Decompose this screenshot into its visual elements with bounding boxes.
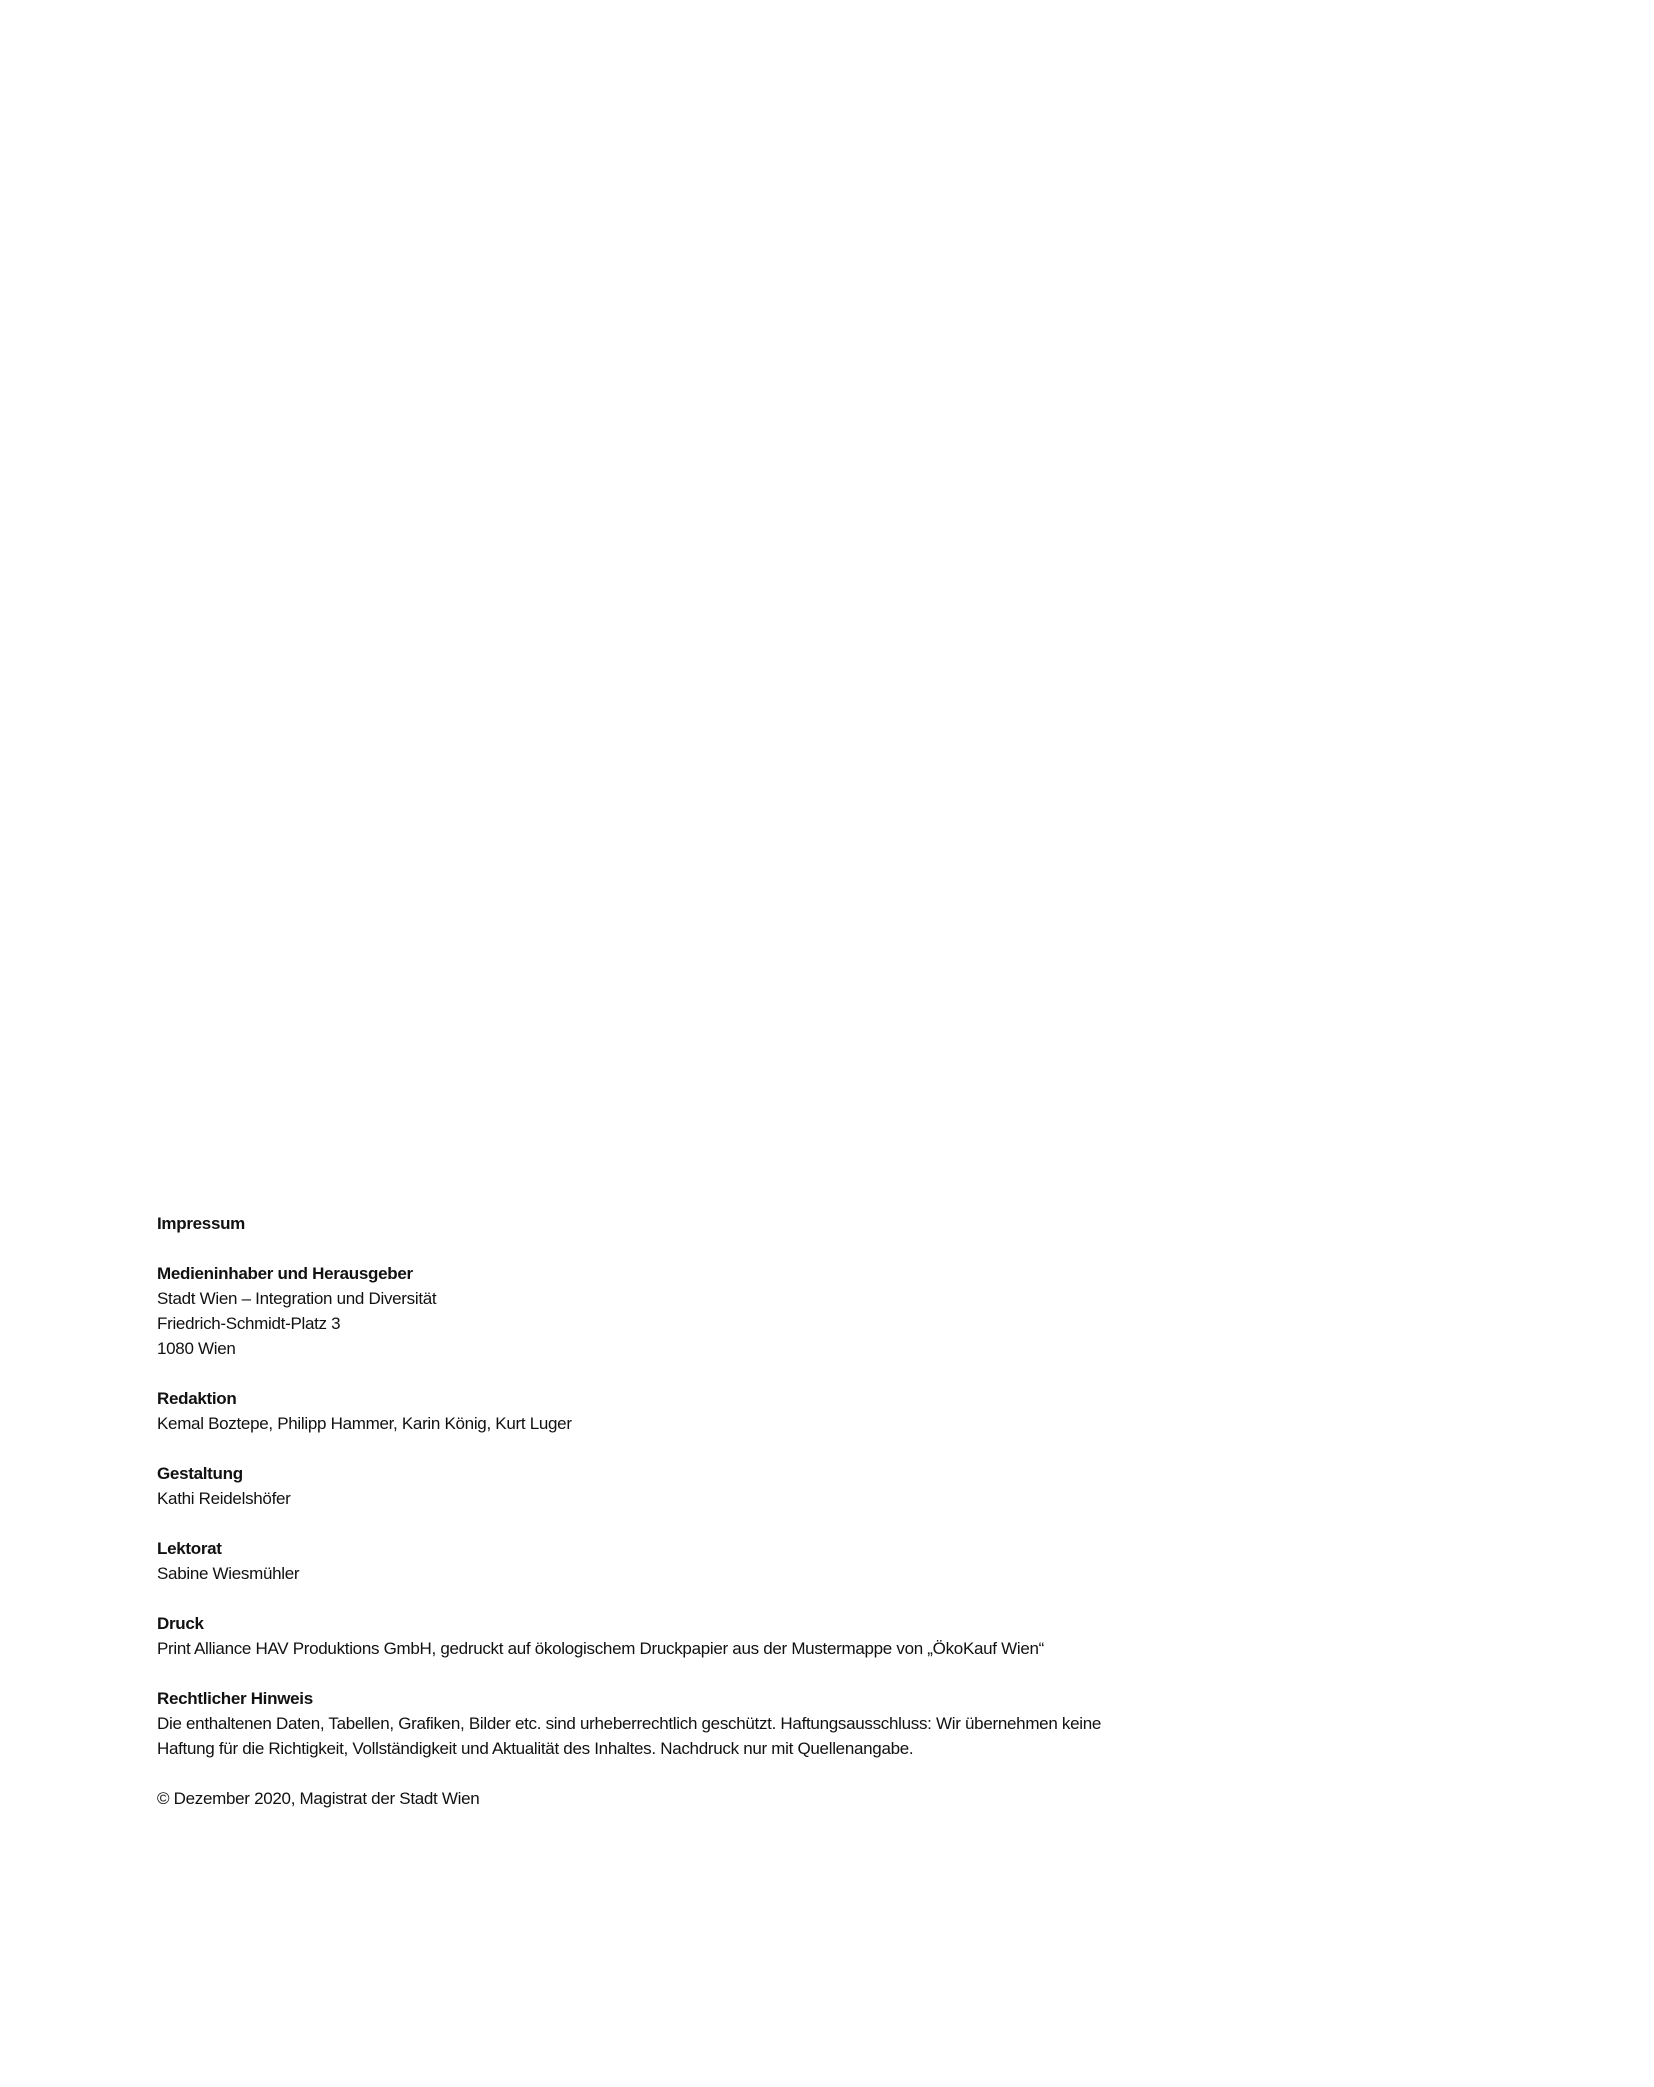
publisher-street: Friedrich-Schmidt-Platz 3: [157, 1314, 341, 1333]
design-text: Kathi Reidelshöfer: [157, 1489, 291, 1508]
proofreading-section: [157, 1536, 1157, 1586]
editing-heading: Redaktion: [157, 1389, 237, 1408]
legal-heading: Rechtlicher Hinweis: [157, 1689, 313, 1708]
design-heading: Gestaltung: [157, 1464, 243, 1483]
publisher-name: Stadt Wien – Integration und Diversität: [157, 1289, 437, 1308]
editing-text: Kemal Boztepe, Philipp Hammer, Karin König, Kurt Luger: [157, 1414, 572, 1433]
publisher-heading: Medieninhaber und Herausgeber: [157, 1264, 413, 1283]
proofreading-heading: Lektorat: [157, 1539, 222, 1558]
publisher-city: 1080 Wien: [157, 1339, 236, 1358]
print-heading: Druck: [157, 1614, 204, 1633]
proofreading-text: Sabine Wiesmühler: [157, 1564, 300, 1583]
impressum-title: Impressum: [157, 1214, 246, 1233]
impressum-title-section: [157, 1211, 1157, 1236]
editing-section: [157, 1386, 1157, 1436]
legal-text-line-1: Die enthaltenen Daten, Tabellen, Grafiken, Bilder etc. sind urheberrechtlich geschützt. Haftungsausschluss: Wir übernehmen keine: [157, 1714, 1102, 1733]
legal-section: [157, 1686, 1157, 1761]
print-text: Print Alliance HAV Produktions GmbH, gedruckt auf ökologischem Druckpapier aus der Mustermappe von „ÖkoKauf Wien“: [157, 1639, 1045, 1658]
copyright-section: [157, 1786, 1157, 1811]
print-section: [157, 1611, 1157, 1661]
impressum-block: [157, 1211, 1157, 1811]
publisher-section: [157, 1261, 1157, 1361]
legal-text-line-2: Haftung für die Richtigkeit, Vollständigkeit und Aktualität des Inhaltes. Nachdruck nur mit Quellenangabe.: [157, 1739, 914, 1758]
copyright-text: © Dezember 2020, Magistrat der Stadt Wien: [157, 1789, 480, 1808]
design-section: [157, 1461, 1157, 1511]
